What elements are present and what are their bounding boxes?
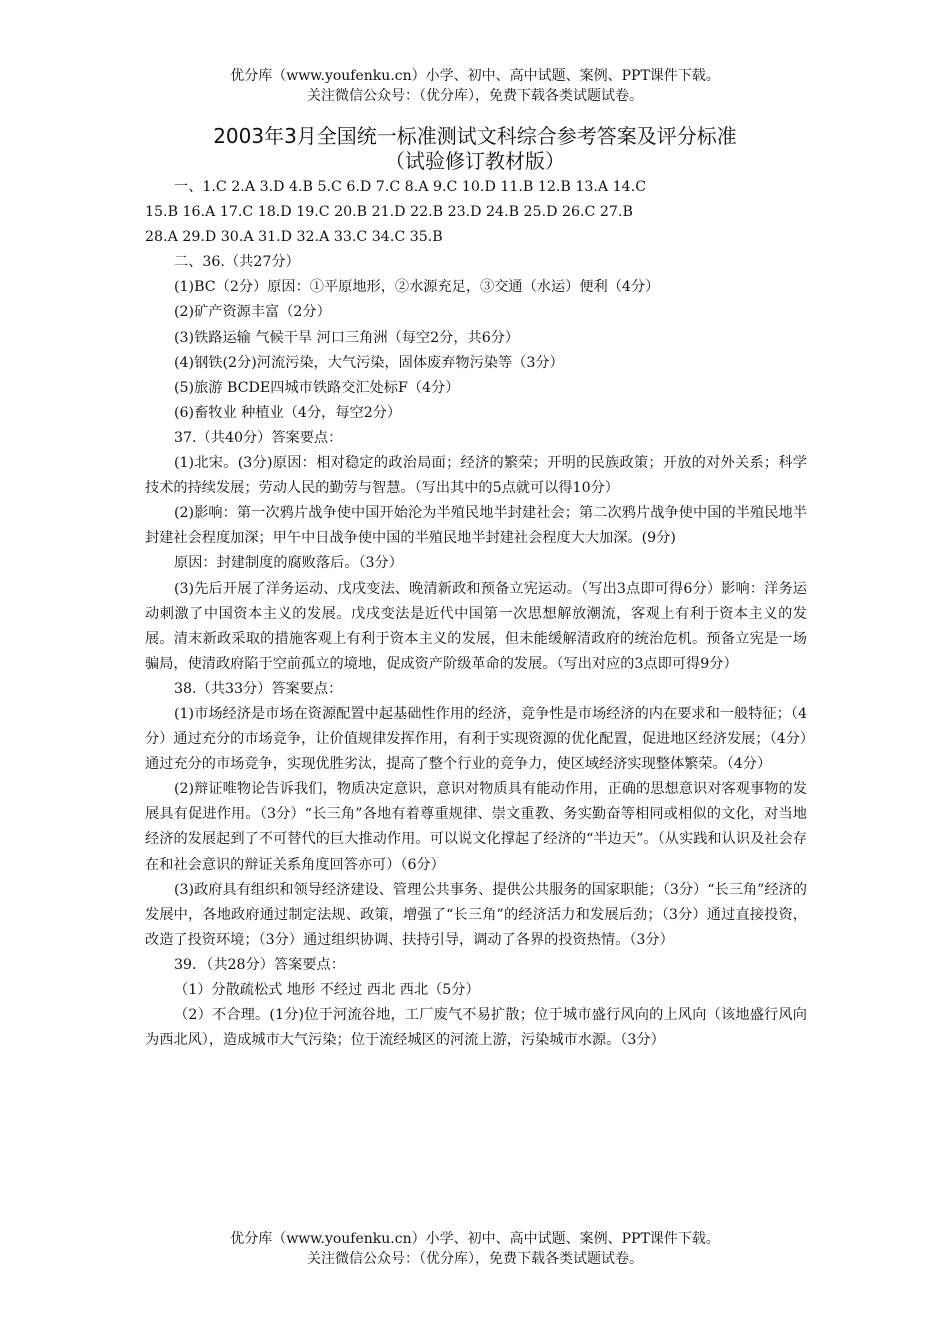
title-line-1: 2003年3月全国统一标准测试文科综合参考答案及评分标准	[213, 124, 737, 148]
title-line-2: （试验修订教材版）	[385, 149, 565, 173]
q39-heading: 39．（共28分）答案要点：	[174, 956, 345, 973]
q36-answer-2: (2)矿产资源丰富（2分）	[174, 304, 331, 321]
answer-content	[145, 175, 807, 1053]
footer-banner	[0, 1229, 950, 1269]
q38-heading: 38.（共33分）答案要点：	[174, 680, 343, 697]
q37-answer-1: (1)北宋。(3分)原因：相对稳定的政治局面；经济的繁荣；开明的民族政策；开放的对外关系；科学技术的持续发展；劳动人民的勤劳与智慧。（写出其中的5点就可以得10分）	[145, 455, 807, 497]
q36-answer-4: (4)钢铁(2分)河流污染，大气污染，固体废弃物污染等（3分）	[174, 354, 564, 371]
q39-answer-1: （1）分散疏松式 地形 不经过 西北 西北（5分）	[174, 982, 480, 998]
q37-heading: 37.（共40分）答案要点：	[174, 429, 343, 446]
q39-answer-2: （2）不合理。(1分)位于河流谷地，工厂废气不易扩散；位于城市盛行风向的上风向（该地盛行风向为西北风），造成城市大气污染；位于流经城区的河流上游，污染城市水源。（3分）	[145, 1007, 807, 1049]
q36-answer-3: (3)铁路运输 气候干旱 河口三角洲（每空2分，共6分）	[174, 329, 520, 346]
q38-answer-2: (2)辩证唯物论告诉我们，物质决定意识，意识对物质具有能动作用，正确的思想意识对客观事物的发展具有促进作用。（3分）“长三角”各地有着尊重规律、崇文重教、务实勤奋等相同或相似的文化，对当地经济的发展起到了不可替代的巨大推动作用。可以说文化撑起了经济的“半边天”。（从实践和认识及社会存在和社会意识的辩证关系角度回答亦可）（6分）	[145, 781, 807, 873]
q37-answer-2: (2)影响：第一次鸦片战争使中国开始沦为半殖民地半封建社会；第二次鸦片战争使中国的半殖民地半封建社会程度加深；甲午中日战争使中国的半殖民地半封建社会程度大大加深。(9分)	[145, 505, 807, 547]
q38-answer-3: (3)政府具有组织和领导经济建设、管理公共事务、提供公共服务的国家职能；（3分）“长三角”经济的发展中，各地政府通过制定法规、政策，增强了“长三角”的经济活力和发展后劲；（3分）通过直接投资，改造了投资环境；（3分）通过组织协调、扶持引导，调动了各界的投资热情。（3分）	[145, 881, 807, 948]
q37-answer-2-reason: 原因：封建制度的腐败落后。（3分）	[174, 555, 403, 572]
q38-answer-1: (1)市场经济是市场在资源配置中起基础性作用的经济，竞争性是市场经济的内在要求和一般特征；（4分）通过充分的市场竞争，让价值规律发挥作用，有利于实现资源的优化配置，促进地区经济发展；（4分）通过充分的市场竞争，实现优胜劣汰，提高了整个行业的竞争力，使区域经济实现整体繁荣。（4分）	[145, 705, 807, 773]
q36-answer-6: (6)畜牧业 种植业（4分，每空2分）	[174, 404, 402, 421]
footer-line-2: 关注微信公众号：（优分库），免费下载各类试题试卷。	[307, 1251, 643, 1267]
header-line-1: 优分库（www.youfenku.cn）小学、初中、高中试题、案例、PPT课件下载。	[230, 68, 720, 84]
header-banner	[0, 66, 950, 106]
footer-line-1: 优分库（www.youfenku.cn）小学、初中、高中试题、案例、PPT课件下载。	[230, 1231, 720, 1247]
choice-answers-line-3: 28.A 29.D 30.A 31.D 32.A 33.C 34.C 35.B	[145, 229, 443, 246]
document-title	[0, 124, 950, 174]
q36-answer-1: (1)BC（2分）原因：①平原地形，②水源充足，③交通（水运）便利（4分）	[174, 279, 660, 296]
header-line-2: 关注微信公众号：（优分库），免费下载各类试题试卷。	[307, 88, 643, 104]
choice-answers-line-2: 15.B 16.A 17.C 18.D 19.C 20.B 21.D 22.B 23.D 24.B 25.D 26.C 27.B	[145, 204, 633, 221]
q37-answer-3: (3)先后开展了洋务运动、戊戌变法、晚清新政和预备立宪运动。（写出3点即可得6分）影响：洋务运动刺激了中国资本主义的发展。戊戌变法是近代中国第一次思想解放潮流，客观上有利于资本主义的发展。清末新政采取的措施客观上有利于资本主义的发展，但未能缓解清政府的统治危机。预备立宪是一场骗局，使清政府陷于空前孤立的境地，促成资产阶级革命的发展。（写出对应的3点即可得9分）	[145, 580, 807, 672]
q36-heading: 二、36.（共27分）	[174, 254, 300, 271]
q36-answer-5: (5)旅游 BCDE四城市铁路交汇处标F（4分）	[174, 379, 460, 396]
choice-answers-line-1: 一、1.C 2.A 3.D 4.B 5.C 6.D 7.C 8.A 9.C 10.D 11.B 12.B 13.A 14.C	[174, 179, 647, 195]
